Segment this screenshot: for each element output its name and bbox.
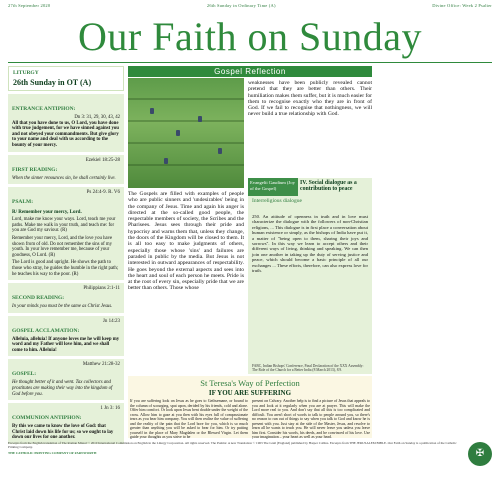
acclamation-ref: Jn 14:23 [102,318,120,324]
divine-office: Divine Office: Week 2 Psalter [432,3,492,8]
liturgy-column [8,66,124,441]
psalm-ref: Ps 24:4-9. R. V6 [86,190,120,196]
second-reading-ref: Philippians 2:1-11 [83,286,120,292]
evangelii-tag: Evangelii Gaudium (Joy of the Gospel) [248,178,298,196]
first-reading [8,155,124,185]
psalm-response: R/ Remember your mercy, Lord. [12,210,82,216]
liturgy-box [8,66,124,91]
communion-ref: 1 Jn 3: 16 [100,406,120,412]
divider [8,62,492,63]
footer-copyright: Excerpts from the English translation of The Roman Missal © 2010 International Commission on English in the Liturgy Corporation. All rights reserved. The Psalms: A new Translation © 1963 The Grail (England) published by Harper Collins. Excerpts from THE JERUSALEM BIBLE. Our Faith on Sunday is a publication of the Catholic Printing Company. [8,441,457,449]
reflection-header: Gospel Reflection [128,66,372,77]
second-reading-text: In your minds you must be the same as Christ Jesus. [12,304,113,310]
psalm [8,187,124,280]
gospel-label: GOSPEL: [12,371,37,378]
teresa-column-2: present on Calvary. Another help is to find a picture of Jesus that appeals to you and look at it regularly when you are at prayer. This will make the Lord more real to you. And don't say that all this is too complicated and difficult. You aren't short of words to talk to people around you, so there's no reason to run out of things to say when you talk to God and know he is present with you. Just stay at the side of the Master, Jesus, and resolve to learn all he wants to teach you. He will never leave you unless you leave him first. Consider his words, his deeds, and be convinced of his love. Use your imagination – your heart as well as your head. [252,399,370,439]
psalm-stanza: Lord, make me know your ways. Lord, teach me your paths. Make me walk in your truth, and teach me: for you are God my saviour. (R) [12,217,116,234]
psalm-label: PSALM: [12,199,34,206]
gospel-acclamation [8,316,124,357]
entrance-text: All that you have done to us, O Lord, you have done with true judgement, for we have sinned against you and not obeyed your commandments. But give glory to your name and deal with us according to the bounty of your mercy. [12,120,119,148]
gospel [8,359,124,400]
first-reading-label: FIRST READING: [12,166,58,173]
footer [8,442,492,466]
psalm-stanza: Remember your mercy, Lord, and the love you have shown from of old. Do not remember the sins of my youth. In your love remember me, because of your goodness, O Lord. (R) [12,235,113,258]
psalm-stanza: The Lord is good and upright. He shows the path to those who stray, he guides the humble in the right path; he teaches his way to the poor. (R) [12,260,119,277]
evangelii-subtitle: Interreligious dialogue [252,198,302,204]
reflection-column-1: The Gospels are filled with examples of people who are public sinners and 'undesirables' being in the company of Jesus. Time and again his anger is directed at the so-called good people, the respectable members of society, the Scribes and the Pharisees. Jesus sees through their pride and hypocrisy and warns them that, unless they change, the doors of the Kingdom will be closed to them. It is all too easy to make judgments of others, especially those whose 'sins' and failures are paraded in public by the media. But Jesus is not interested in outward appearances of respectability. He goes beyond the external aspects and sees into the heart and soul of each person he meets. Pride is at the root of every sin, especially pride that we are better than others. Those whose [128,191,244,292]
evangelii-body: 250. An attitude of openness in truth and in love must characterize the dialogue with the followers of non-Christian religions, ... This dialogue is in first place a conversation about human existence or simply, as the bishops of India have put it, a matter of "being open to them, sharing their joys and sorrows". In this way we learn to accept others and their different ways of living, thinking and speaking. We can then join one another in taking up the duty of serving justice and peace, which should become a basic principle of all our exchanges ... These efforts, therefore, can also express love for truth. [252,214,368,274]
footer-publisher: THE CATHOLIC PRINTING COMPANY OF FARNWORTH [8,450,97,455]
reflection-column-2: weaknesses have been publicly revealed cannot pretend that they are better than others. Their humiliation makes them suffer, but it is much easier for them to recognise exactly who they are in front of God. If we fail to recognise that nothingness, we will never build a true relationship with God. [248,80,372,118]
sunday-name: 26th Sunday in Ordinary Time (A) [206,3,276,8]
gospel-text: He thought better of it and went. Tax collectors and prostitutes are making their way into the kingdom of God before you. [12,380,113,397]
field-photo [128,78,244,188]
entrance-antiphon [8,94,124,152]
evangelii-citation: FABC, Indian Bishops' Conference, Final Declaration of the XXX Assembly: The Role of the Church for a Better India (8 March 2013), 8.9. [252,364,364,372]
teresa-column-1: If you are suffering look on Jesus as he goes to Gethsemane, or bound to the column of scourging, spat upon, derided by his friends, cold and alone. Offer him comfort. Or look upon Jesus bent double under the weight of the cross. Allow him to gaze at you then with his eyes full of compassionate tears as you bear him company. You will then realise the value of suffering and the reality of the pain that the Lord bore for you, which is so much greater than anything you will be asked to bear for him. Or try putting yourself in the place of Mary Magdalen or the Blessed Virgin. Let them guide your thoughts as you strive to be [130,399,248,439]
first-reading-text: When the sinner renounces sin, he shall certainly live. [12,175,116,181]
entrance-ref: Dn 3: 31, 29, 30, 43, 42 [74,115,120,120]
acclamation-label: GOSPEL ACCLAMATION: [12,327,80,334]
second-reading-label: SECOND READING: [12,295,65,302]
second-reading [8,283,124,313]
liturgy-title: 26th Sunday in OT (A) [13,78,92,87]
entrance-label: ENTRANCE ANTIPHON: [12,106,76,112]
communion-label: COMMUNION ANTIPHON: [12,415,82,422]
liturgy-label: LITURGY [13,70,39,76]
evangelii-title: IV. Social dialogue as a contribution to peace [300,180,357,193]
communion-text: By this we came to know the love of God: that Christ laid down his life for us; so we ought to lay down our lives for one another. [12,424,114,441]
publisher-logo-icon: ✠ [468,442,492,466]
teresa-title: St Teresa's Way of Perfection [200,378,300,388]
first-reading-ref: Ezekiel 18:25-28 [85,157,120,163]
issue-date: 27th September 2020 [8,3,51,8]
teresa-subtitle: IF YOU ARE SUFFERING [208,389,292,397]
communion-antiphon [8,403,124,444]
gospel-ref: Matthew 21:28-32 [82,362,120,368]
masthead-title: Our Faith on Sunday [78,14,422,59]
acclamation-text: Alleluia, alleluia! If anyone loves me he will keep my word and my Father will love him, and we shall come to him. Alleluia! [12,336,120,353]
